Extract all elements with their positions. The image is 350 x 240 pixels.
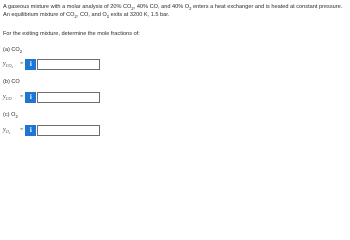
part-c-answer-row [3,124,100,136]
part-b-answer-input[interactable] [37,92,100,103]
question-prompt: For the exiting mixture, determine the mole fractions of: [3,31,140,37]
info-icon[interactable]: i [25,125,36,136]
part-b-variable: $y_{CO}$ [3,94,12,102]
part-a-answer-input[interactable] [37,59,100,70]
problem-statement [3,3,347,19]
part-b-label: (b) CO [3,79,20,85]
equals-sign: = [20,61,24,67]
part-a-answer-row [3,58,100,70]
part-a-label: (a) $CO_2$ [3,47,23,55]
info-icon[interactable]: i [25,59,36,70]
info-icon[interactable]: i [25,92,36,103]
part-b-answer-row [3,91,100,103]
problem-line-1: A gaseous mixture with a molar analysis of 20% $CO_2$, 40% CO, and 40% $O_2$ enters a heat exchanger and is heated at constant pressure. [3,4,343,12]
part-c-label: (c) $O_2$ [3,112,18,120]
part-c-variable: $y_{O_2}$ [3,127,11,135]
problem-line-2: An equilibrium mixture of $CO_2$, CO, and $O_2$ exits at 3200 K, 1.5 bar. [3,12,170,20]
part-c-answer-input[interactable] [37,125,100,136]
equals-sign: = [20,94,24,100]
equals-sign: = [20,127,24,133]
part-a-variable: $y_{CO_2}$ [3,61,13,69]
